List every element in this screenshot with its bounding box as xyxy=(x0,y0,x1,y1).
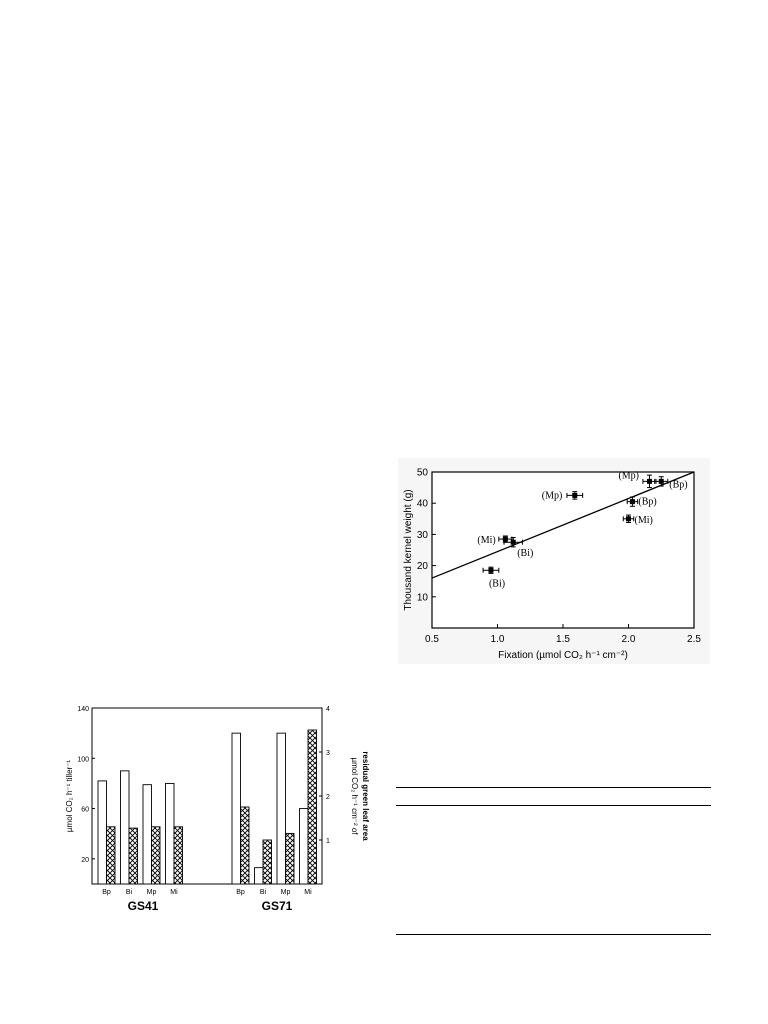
y-tick-label: 10 xyxy=(416,592,428,604)
point-label: (Mi) xyxy=(477,535,496,547)
point-label: (Bi) xyxy=(517,548,534,560)
group-label: GS71 xyxy=(261,899,293,913)
data-point xyxy=(572,493,577,498)
left-y-tick-label: 140 xyxy=(77,706,89,713)
hatched-bar xyxy=(308,730,317,884)
x-axis-label: Fixation (µmol CO₂ h⁻¹ cm⁻²) xyxy=(498,650,628,661)
data-point xyxy=(647,479,652,484)
x-tick-label: 1.5 xyxy=(556,634,570,645)
data-point xyxy=(626,516,631,521)
left-y-tick-label: 60 xyxy=(81,806,89,814)
point-label: (Mp) xyxy=(541,490,563,502)
y-tick-label: 50 xyxy=(416,467,428,479)
hatched-bar xyxy=(152,827,161,884)
group-label: GS41 xyxy=(127,899,159,913)
right-y-axis-label-line2: residual green leaf area xyxy=(361,751,370,841)
point-label: (Mp) xyxy=(618,470,640,482)
left-y-tick-label: 100 xyxy=(77,756,89,764)
table-header-rule xyxy=(396,805,711,806)
open-bar xyxy=(300,809,309,884)
hatched-bar xyxy=(263,840,272,884)
open-bar xyxy=(143,785,152,884)
left-y-tick-label: 20 xyxy=(81,856,89,864)
right-y-tick-label: 2 xyxy=(326,794,330,801)
kernel-weight-scatter-chart xyxy=(398,458,710,664)
open-bar xyxy=(277,733,286,884)
point-label: (Bi) xyxy=(488,578,506,590)
y-tick-label: 40 xyxy=(416,498,428,510)
hatched-bar xyxy=(174,827,183,884)
category-label: Bi xyxy=(259,889,267,896)
point-label: (Bp) xyxy=(669,479,688,491)
open-bar xyxy=(232,733,241,884)
hatched-bar xyxy=(286,833,295,884)
y-tick-label: 30 xyxy=(416,529,428,541)
point-label: (Bp) xyxy=(638,496,657,508)
right-y-axis-label: µmol CO₂ h⁻¹ cm⁻² of xyxy=(350,757,359,835)
open-bar xyxy=(98,781,107,884)
point-label: (Mi) xyxy=(634,514,653,526)
open-bar xyxy=(166,783,175,884)
data-point xyxy=(488,568,493,573)
category-label: Mp xyxy=(280,889,291,896)
data-point xyxy=(659,479,664,484)
x-tick-label: 2.0 xyxy=(621,634,636,645)
category-label: Bi xyxy=(125,889,133,896)
x-tick-label: 2.5 xyxy=(687,634,701,645)
category-label: Mi xyxy=(304,889,312,896)
right-y-tick-label: 3 xyxy=(326,750,330,757)
category-label: Bp xyxy=(236,889,245,896)
category-label: Mi xyxy=(170,889,178,896)
hatched-bar xyxy=(107,827,116,884)
y-axis-label: Thousand kernel weight (g) xyxy=(403,489,414,611)
data-point xyxy=(511,540,516,545)
right-y-tick-label: 4 xyxy=(326,706,330,713)
left-y-axis-label: µmol CO₂ h⁻¹ tiller⁻¹ xyxy=(65,759,74,833)
x-tick-label: 0.5 xyxy=(425,634,439,645)
category-label: Bp xyxy=(102,889,111,896)
data-point xyxy=(630,499,635,504)
table-bottom-rule xyxy=(396,934,711,935)
right-y-tick-label: 1 xyxy=(326,838,330,845)
y-tick-label: 20 xyxy=(416,561,428,573)
plot-frame xyxy=(432,472,694,628)
open-bar xyxy=(255,868,264,884)
table-top-rule xyxy=(396,787,711,788)
hatched-bar xyxy=(241,807,250,884)
category-label: Mp xyxy=(146,889,157,896)
hatched-bar xyxy=(129,828,138,884)
x-tick-label: 1.0 xyxy=(490,634,505,645)
open-bar xyxy=(121,771,130,884)
co2-fixation-bar-chart xyxy=(60,698,380,934)
